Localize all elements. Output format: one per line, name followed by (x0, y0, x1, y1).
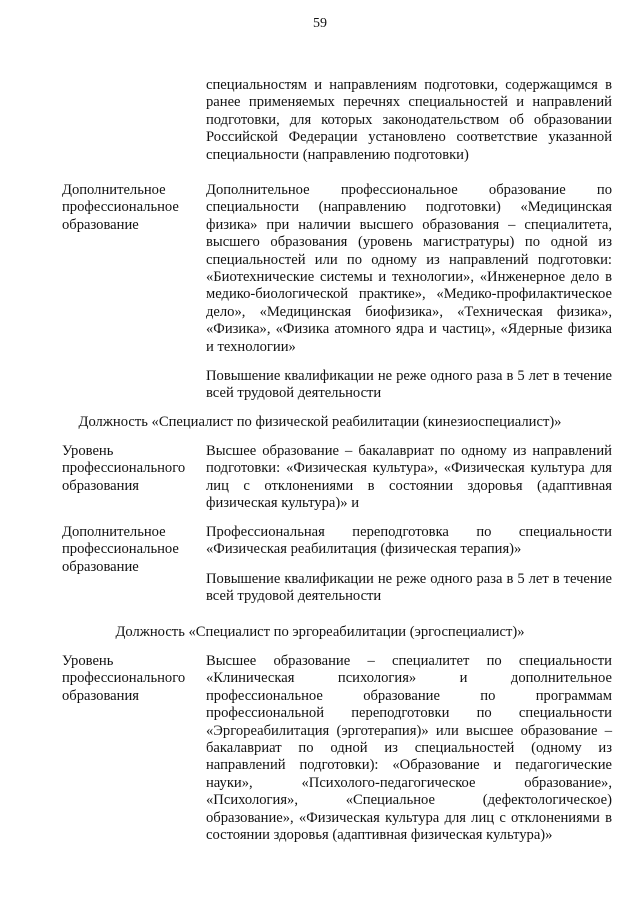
row-content (206, 182, 612, 403)
paragraph: Дополнительное профессиональное образование по специальности (направлению подготовки) «Медицинская физика» при наличии высшего образования – специалитета, высшего образования (уровень магистратуры) по одной из специальностей или по одному из направлений подготовки: «Биотехнические системы и технологии», «Инженерное дело в медико-биологической практике», «Медико-профилактическое дело», «Медицинская биофизика», «Техническая физика», «Физика», «Физика атомного ядра и частиц», «Ядерные физика и технологии» (206, 182, 612, 355)
row-label: Уровень профессионального образования (62, 443, 186, 494)
position-heading: Должность «Специалист по эргореабилитации (эргоспециалист)» (115, 624, 525, 640)
position-heading: Должность «Специалист по физической реабилитации (кинезиоспециалист)» (78, 414, 562, 430)
paragraph: Повышение квалификации не реже одного раза в 5 лет в течение всей трудовой деятельности (206, 570, 612, 605)
row-label: Дополнительное профессиональное образование (62, 524, 179, 575)
row-label: Дополнительное профессиональное образование (62, 182, 179, 233)
paragraph: Высшее образование – бакалавриат по одному из направлений подготовки: «Физическая культура», «Физическая культура для лиц с отклонениями в состоянии здоровья (адаптивная физическая культура)» и (206, 443, 612, 512)
paragraph: Повышение квалификации не реже одного раза в 5 лет в течение всей трудовой деятельности (206, 368, 612, 402)
paragraph: Высшее образование – специалитет по специальности «Клиническая психология» и дополнительное профессиональное образование по программам профессиональной переподготовки по специальности «Эргореабилитация (эрготерапия)» или высшее образование – бакалавриат по одной из специальностей (одному из направлений подготовки): «Образование и педагогические науки», «Психолого-педагогическое образование», «Психология», «Специальное (дефектологическое) образование», «Физическая культура для лиц с отклонениями в состоянии здоровья (адаптивная физическая культура)» (206, 653, 612, 844)
row-content (206, 524, 612, 606)
row-content (206, 443, 612, 513)
row-label: Уровень профессионального образования (62, 653, 186, 704)
page-number: 59 (313, 16, 327, 31)
row-content (206, 653, 612, 844)
paragraph: Профессиональная переподготовка по специальности «Физическая реабилитация (физическая терапия)» (206, 524, 612, 558)
continued-paragraph: специальностям и направлениям подготовки, содержащимся в ранее применяемых перечнях специальностей и направлений подготовки, для которых законодательством об образовании Российской Федерации установлено соответствие указанной специальности (направлению подготовки) (206, 77, 612, 163)
